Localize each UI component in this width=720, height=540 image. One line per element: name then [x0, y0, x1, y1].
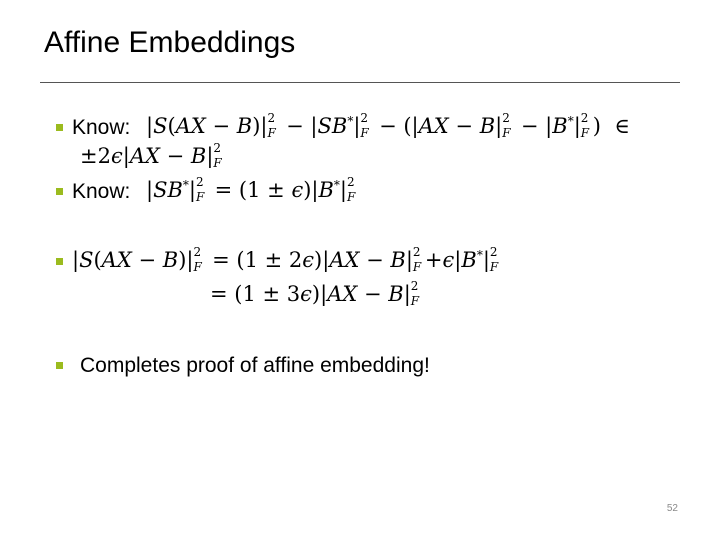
bullet-marker	[56, 362, 63, 369]
bullet-3-math-line-1: |S(AX − B)| 2 F = (1 ± 2ϵ)|AX − B| 2 F +ϵ|B*| 2 F	[72, 245, 499, 274]
bullet-2-math: |SB*| 2 F = (1 ± ϵ)|B*| 2 F	[146, 175, 356, 204]
bullet-marker	[56, 258, 63, 265]
bullet-1-math-line-2: ±2ϵ|AX − B| 2 F	[80, 141, 222, 170]
bullet-3-math-line-2: = (1 ± 3ϵ)|AX − B| 2 F	[210, 279, 420, 308]
title-rule	[40, 82, 680, 83]
bullet-2-prefix: Know:	[72, 180, 131, 203]
bullet-1-prefix: Know:	[72, 116, 131, 139]
slide-title: Affine Embeddings	[44, 26, 296, 59]
bullet-marker	[56, 124, 63, 131]
bullet-4-text: Completes proof of affine embedding!	[80, 354, 430, 377]
page-number: 52	[666, 503, 678, 514]
bullet-1-math-line-1: |S(AX − B)| 2 F − |SB*| 2 F − (|AX − B| 2 F − |B*| 2 F ) ∈	[146, 111, 630, 140]
bullet-marker	[56, 188, 63, 195]
